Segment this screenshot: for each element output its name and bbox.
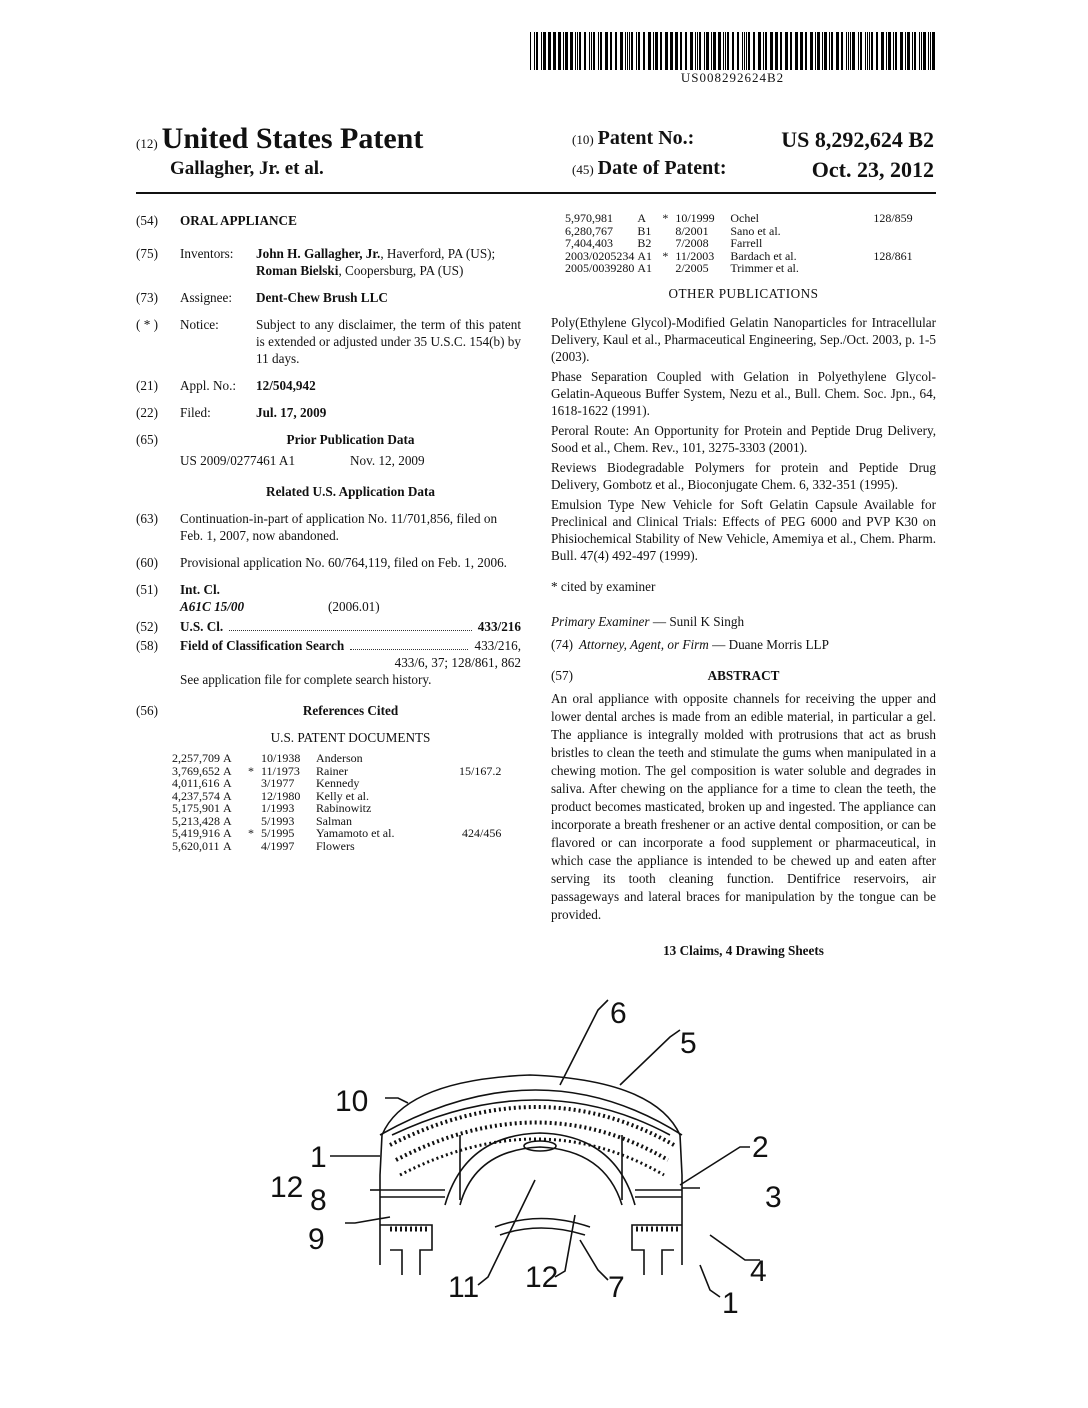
barcode-bar <box>785 32 788 70</box>
reference-cell: Flowers <box>316 838 355 853</box>
reference-cell <box>248 840 261 853</box>
other-pubs-heading: OTHER PUBLICATIONS <box>668 285 819 301</box>
inid-54: (54) <box>136 213 158 228</box>
reference-row <box>172 777 504 790</box>
reference-cell: A <box>223 788 232 803</box>
reference-cell: 10/1938 <box>261 751 301 765</box>
barcode-bar <box>923 32 926 70</box>
barcode-bar <box>770 32 773 70</box>
filed-date: Jul. 17, 2009 <box>256 405 327 420</box>
barcode-bar <box>907 32 910 70</box>
search-value-1: 433/216, <box>474 638 521 653</box>
barcode-bar <box>536 32 538 70</box>
claims-summary: 13 Claims, 4 Drawing Sheets <box>663 942 824 958</box>
inid-code-12: (12) <box>136 136 158 152</box>
reference-cell: B1 <box>637 223 652 238</box>
patent-header-right <box>572 127 934 187</box>
appl-label: Appl. No.: <box>180 378 237 393</box>
reference-cell: 7/2008 <box>675 236 709 250</box>
reference-cell: 12/1980 <box>261 788 301 803</box>
inid-75: (75) <box>136 246 158 261</box>
reference-cell: A <box>223 801 232 815</box>
barcode <box>530 32 935 70</box>
barcode-bar <box>852 32 855 70</box>
reference-cell: 2003/0205234 <box>565 248 635 263</box>
barcode-bar <box>670 32 673 70</box>
reference-cell: Yamamoto et al. <box>316 826 395 840</box>
barcode-bar <box>541 32 542 70</box>
related-heading: Related U.S. Application Data <box>266 484 435 499</box>
label-7: 7 <box>608 1271 625 1304</box>
barcode-bar <box>653 32 654 70</box>
reference-cell: 5,419,916 <box>172 826 220 840</box>
reference-cell: 4,011,616 <box>172 776 220 790</box>
search-note: See application file for complete search history. <box>180 672 432 687</box>
reference-cell: 4,237,574 <box>172 788 220 803</box>
barcode-bar <box>629 32 630 70</box>
reference-cell: Farrell <box>730 236 763 250</box>
barcode-bar <box>690 32 693 70</box>
inid-21: (21) <box>136 378 158 393</box>
barcode-bar <box>660 32 662 70</box>
notice-label: Notice: <box>180 317 219 332</box>
reference-cell: * <box>662 211 669 225</box>
barcode-bar <box>895 32 897 70</box>
label-8: 8 <box>310 1184 327 1217</box>
reference-cell <box>248 777 261 790</box>
barcode-bar <box>822 32 823 70</box>
invention-title: ORAL APPLIANCE <box>180 213 297 228</box>
prov-field <box>136 554 521 571</box>
inid-52: (52) <box>136 619 158 634</box>
barcode-bar <box>795 32 798 70</box>
reference-row <box>565 212 916 225</box>
barcode-bar <box>850 32 851 70</box>
inid-65: (65) <box>136 432 158 447</box>
barcode-bar <box>625 32 626 70</box>
barcode-bar <box>563 32 564 70</box>
publications-list <box>551 314 936 564</box>
barcode-bar <box>758 32 761 70</box>
inid-73: (73) <box>136 290 158 305</box>
reference-cell: A <box>223 776 232 790</box>
reference-cell <box>248 790 261 803</box>
reference-cell: Kennedy <box>316 776 360 790</box>
inventors-field <box>136 245 521 279</box>
reference-cell <box>459 752 504 765</box>
attorney-label: Attorney, Agent, or Firm <box>578 636 709 652</box>
label-1-top: 1 <box>310 1141 327 1174</box>
intcl-class: A61C 15/00 <box>180 599 245 614</box>
reference-row <box>565 262 916 275</box>
barcode-bar <box>914 32 916 70</box>
barcode-bar <box>815 32 816 70</box>
barcode-bar <box>867 32 868 70</box>
barcode-bar <box>530 32 531 70</box>
inid-57: (57) <box>551 667 573 683</box>
barcode-bar <box>831 32 833 70</box>
publication-entry: Phase Separation Coupled with Gelation in Polyethylene Glycol-Gelatin-Aqueous Buffer System, Nezu et al., Bull. Chem. Soc. Jpn., 64, 1618-1622 (1991). <box>551 368 936 418</box>
date-label: Date of Patent: <box>597 157 727 179</box>
abstract-heading: ABSTRACT <box>707 667 780 683</box>
barcode-bar <box>638 32 640 70</box>
reference-row <box>172 840 504 853</box>
document-type: United States Patent <box>161 122 424 155</box>
intcl-year: (2006.01) <box>328 599 380 614</box>
barcode-bar <box>711 32 712 70</box>
intcl-field <box>136 581 521 598</box>
barcode-bar <box>869 32 870 70</box>
barcode-bar <box>841 32 843 70</box>
label-6: 6 <box>610 997 627 1030</box>
label-1-bottom: 1 <box>722 1287 739 1315</box>
inid-56: (56) <box>136 703 158 718</box>
barcode-bar <box>548 32 551 70</box>
reference-row <box>172 802 504 815</box>
barcode-bar <box>655 32 658 70</box>
barcode-bar <box>932 32 935 70</box>
reference-cell: A <box>223 813 232 828</box>
barcode-bar <box>589 32 590 70</box>
barcode-bar <box>836 32 839 70</box>
cited-by-examiner: * cited by examiner <box>551 578 656 594</box>
barcode-bar <box>746 32 747 70</box>
reference-cell: 3,769,652 <box>172 763 220 778</box>
reference-cell: Trimmer et al. <box>730 261 799 275</box>
barcode-bar <box>600 32 602 70</box>
barcode-bar <box>727 32 729 70</box>
barcode-bar <box>905 32 906 70</box>
inid-notice: ( * ) <box>136 317 158 332</box>
barcode-bar <box>704 32 705 70</box>
barcode-bar <box>919 32 920 70</box>
patent-no-label: Patent No.: <box>597 127 695 149</box>
reference-cell: 128/859 <box>873 211 913 225</box>
barcode-bar <box>824 32 827 70</box>
reference-cell: 5/1993 <box>261 813 295 828</box>
appl-field <box>136 377 521 394</box>
barcode-bar <box>598 32 599 70</box>
uscl-field <box>136 618 521 635</box>
barcode-bar <box>810 32 813 70</box>
barcode-bar <box>886 32 887 70</box>
attorney-name: — Duane Morris LLP <box>708 636 829 652</box>
uscl-value: 433/216 <box>477 619 521 634</box>
barcode-bar <box>928 32 929 70</box>
reference-cell: A <box>223 751 232 765</box>
inventor-2: Roman Bielski <box>256 263 339 278</box>
inventor-2-loc: , Coopersburg, PA (US) <box>338 263 464 278</box>
reference-cell: A <box>637 211 647 225</box>
continuation-text: Continuation-in-part of application No. 11/701,856, filed on Feb. 1, 2007, now abandoned. <box>180 511 498 543</box>
refs-field <box>136 702 521 719</box>
reference-cell: 1/1993 <box>261 801 295 815</box>
reference-cell: 3/1977 <box>261 776 295 790</box>
barcode-bar <box>565 32 568 70</box>
barcode-bar <box>713 32 716 70</box>
reference-cell: 128/861 <box>873 248 913 263</box>
barcode-bar <box>737 32 739 70</box>
reference-cell: 5,620,011 <box>172 838 220 853</box>
reference-cell: B2 <box>637 236 652 250</box>
reference-cell <box>662 225 675 238</box>
patent-date: Oct. 23, 2012 <box>811 157 934 182</box>
more-docs-table <box>565 212 916 275</box>
barcode-bar <box>871 32 873 70</box>
us-docs-heading: U.S. PATENT DOCUMENTS <box>270 730 431 745</box>
barcode-bar <box>865 32 866 70</box>
reference-cell: Rabinowitz <box>316 801 372 815</box>
barcode-bar <box>558 32 561 70</box>
barcode-bar <box>723 32 724 70</box>
reference-cell <box>459 840 504 853</box>
label-5: 5 <box>680 1027 697 1060</box>
inid-63: (63) <box>136 511 158 526</box>
reference-cell <box>248 752 261 765</box>
barcode-bar <box>543 32 546 70</box>
reference-cell <box>873 237 915 250</box>
barcode-number: US008292624B2 <box>680 70 785 85</box>
reference-cell <box>662 262 675 275</box>
reference-cell <box>662 237 675 250</box>
barcode-bar <box>790 32 792 70</box>
prior-date: Nov. 12, 2009 <box>350 453 425 468</box>
filed-label: Filed: <box>180 405 211 420</box>
inventors-label: Inventors: <box>180 246 234 261</box>
reference-cell: A1 <box>637 261 653 275</box>
barcode-bar <box>881 32 884 70</box>
reference-cell: 2,257,709 <box>172 751 220 765</box>
header-rule <box>136 192 936 194</box>
reference-cell: 8/2001 <box>675 223 709 238</box>
barcode-bar <box>615 32 617 70</box>
reference-cell: 2005/0039280 <box>565 261 635 275</box>
label-3: 3 <box>765 1181 782 1214</box>
inid-22: (22) <box>136 405 158 420</box>
reference-cell: A <box>223 838 232 853</box>
inventor-1: John H. Gallagher, Jr. <box>256 246 381 261</box>
barcode-bar <box>805 32 807 70</box>
label-9: 9 <box>308 1223 325 1256</box>
prior-number: US 2009/0277461 A1 <box>180 453 296 468</box>
reference-cell: * <box>248 763 254 778</box>
barcode-bar <box>912 32 913 70</box>
title-field <box>136 212 521 229</box>
reference-cell: 10/1999 <box>675 211 715 225</box>
barcode-bar <box>648 32 651 70</box>
label-11: 11 <box>448 1271 480 1304</box>
assignee-label: Assignee: <box>180 290 233 305</box>
barcode-bar <box>675 32 678 70</box>
barcode-bar <box>620 32 623 70</box>
reference-cell: 5,213,428 <box>172 813 220 828</box>
reference-cell: A1 <box>637 248 653 263</box>
reference-row <box>172 752 504 765</box>
barcode-bar <box>800 32 803 70</box>
reference-cell: A <box>223 763 232 778</box>
prior-heading: Prior Publication Data <box>286 432 415 447</box>
reference-cell: Kelly et al. <box>316 788 369 803</box>
barcode-bar <box>665 32 668 70</box>
barcode-bar <box>846 32 847 70</box>
barcode-bar <box>732 32 734 70</box>
barcode-bar <box>695 32 696 70</box>
barcode-bar <box>829 32 830 70</box>
barcode-bar <box>627 32 628 70</box>
barcode-bar <box>725 32 726 70</box>
inid-code-45: (45) <box>572 162 594 177</box>
patent-number: US 8,292,624 B2 <box>781 127 934 152</box>
barcode-bar <box>697 32 698 70</box>
barcode-bar <box>900 32 903 70</box>
label-4: 4 <box>750 1255 767 1288</box>
reference-cell: Ochel <box>730 211 759 225</box>
reference-row <box>565 237 916 250</box>
right-column <box>551 212 936 959</box>
prior-field <box>136 431 521 448</box>
barcode-bar <box>610 32 612 70</box>
barcode-bar <box>534 32 535 70</box>
barcode-bar <box>780 32 782 70</box>
assignee-field <box>136 289 521 306</box>
reference-cell <box>873 262 915 275</box>
reference-cell: 2/2005 <box>675 261 709 275</box>
notice-text: Subject to any disclaimer, the term of this patent is extended or adjusted under 35 U.S.C. 154(b) by 11 days. <box>256 317 521 366</box>
prior-row <box>136 452 521 469</box>
provisional-text: Provisional application No. 60/764,119, filed on Feb. 1, 2006. <box>180 555 507 570</box>
barcode-bar <box>636 32 637 70</box>
reference-cell: 11/2003 <box>675 248 715 263</box>
reference-cell: Salman <box>316 813 352 828</box>
reference-cell: 15/167.2 <box>459 763 502 778</box>
barcode-bar <box>643 32 645 70</box>
reference-cell: Bardach et al. <box>730 248 797 263</box>
barcode-bar <box>718 32 721 70</box>
inid-58: (58) <box>136 638 158 653</box>
reference-cell: 11/1973 <box>261 763 300 778</box>
barcode-bar <box>860 32 862 70</box>
barcode-bar <box>575 32 576 70</box>
barcode-bar <box>930 32 931 70</box>
search-value-2: 433/6, 37; 128/861, 862 <box>394 655 521 670</box>
reference-cell <box>459 777 504 790</box>
barcode-bar <box>921 32 922 70</box>
barcode-bar <box>876 32 878 70</box>
publication-entry: Emulsion Type New Vehicle for Soft Gelatin Capsule Available for Preclinical and Clinical Trials: Effects of PEG 6000 and PVP K30 on Phisiochemical Stability of New Vehicle, Amemiya et al., Chem. Pharm. Bull. 47(4) 492-497 (1999). <box>551 496 936 563</box>
barcode-bar <box>680 32 682 70</box>
reference-cell: A <box>223 826 232 840</box>
appl-number: 12/504,942 <box>256 378 316 393</box>
publication-entry: Peroral Route: An Opportunity for Protein and Peptide Drug Delivery, Sood et al., Chem. Rev., 101, 3275-3303 (2001). <box>551 422 936 455</box>
search-label: Field of Classification Search <box>180 638 345 653</box>
label-10: 10 <box>335 1085 369 1118</box>
barcode-bar <box>570 32 573 70</box>
barcode-bar <box>848 32 849 70</box>
intcl-label: Int. Cl. <box>180 582 220 597</box>
label-12-left: 12 <box>270 1171 304 1204</box>
inventor-1-loc: , Haverford, PA (US); <box>380 246 496 261</box>
reference-cell: Sano et al. <box>730 223 781 238</box>
barcode-bar <box>605 32 608 70</box>
reference-cell <box>459 802 504 815</box>
left-column <box>136 212 521 852</box>
barcode-bar <box>765 32 767 70</box>
reference-cell: 4/1997 <box>261 838 295 853</box>
examiner-name: — Sunil K Singh <box>649 613 745 629</box>
us-docs-table <box>172 752 504 852</box>
reference-cell: 5/1995 <box>261 826 295 840</box>
inid-60: (60) <box>136 555 158 570</box>
reference-cell: Anderson <box>316 751 363 765</box>
barcode-bar <box>775 32 778 70</box>
assignee: Dent-Chew Brush LLC <box>256 290 388 305</box>
label-12-bottom: 12 <box>525 1261 559 1294</box>
barcode-bar <box>699 32 701 70</box>
search-field <box>136 637 521 654</box>
barcode-bar <box>685 32 687 70</box>
authors: Gallagher, Jr. et al. <box>170 158 324 179</box>
reference-cell: * <box>248 826 254 840</box>
publication-entry: Poly(Ethylene Glycol)-Modified Gelatin Nanoparticles for Intracellular Delivery, Kaul et al., Pharmaceutical Engineering, Sep./Oct. 2003, p. 1-5 (2003). <box>551 314 936 364</box>
barcode-bar <box>579 32 581 70</box>
barcode-bar <box>577 32 578 70</box>
barcode-bar <box>553 32 556 70</box>
reference-cell: 7,404,403 <box>565 236 613 250</box>
reference-row <box>172 827 504 840</box>
cont-field <box>136 510 521 544</box>
intcl-row <box>136 598 521 615</box>
barcode-bar <box>748 32 750 70</box>
abstract-text: An oral appliance with opposite channels for receiving the upper and lower dental arches is made from an edible material, in particular a gel. The appliance is integrally molded with protrusions that act as brush bristles to clean the teeth and stimulate the gums when manipulated in a chewing motion. The gel composition is water soluble and degrades in saliva. After chewing on the appliance for a time to clean the teeth, the product becomes masticated, broken up and ingested. The appliance can incorporate a breath freshener or an active dental composition, or can be flavored or can incorporate a food supplement or pharmaceutical, in which case the appliance is intended to be chewed up and eaten after serving its tooth cleaning function. Dentifrice reservoirs, air passageways and lateral braces for manipulation by the tongue can be provided. <box>551 690 936 922</box>
reference-cell: * <box>662 248 669 263</box>
barcode-bar <box>858 32 859 70</box>
reference-cell <box>459 790 504 803</box>
reference-cell: 5,970,981 <box>565 211 613 225</box>
reference-cell <box>248 802 261 815</box>
reference-cell: 5,175,901 <box>172 801 220 815</box>
reference-cell: 424/456 <box>462 826 502 840</box>
barcode-bar <box>888 32 891 70</box>
examiner-label: Primary Examiner <box>551 613 650 629</box>
uscl-label: U.S. Cl. <box>180 619 224 634</box>
barcode-bar <box>591 32 592 70</box>
filed-field <box>136 404 521 421</box>
reference-cell <box>873 225 915 238</box>
barcode-bar <box>631 32 633 70</box>
refs-heading: References Cited <box>302 703 399 718</box>
barcode-bar <box>593 32 595 70</box>
reference-cell: 6,280,767 <box>565 223 613 238</box>
publication-entry: Reviews Biodegradable Polymers for protein and Peptide Drug Delivery, Gombotz et al., Bioconjugate Chem. 6, 332-351 (1995). <box>551 459 936 492</box>
barcode-bar <box>744 32 745 70</box>
inid-74: (74) <box>551 636 573 652</box>
barcode-bar <box>753 32 755 70</box>
reference-cell: Rainer <box>316 763 348 778</box>
label-2: 2 <box>752 1131 769 1164</box>
barcode-bar <box>817 32 820 70</box>
inid-code-10: (10) <box>572 132 594 147</box>
notice-field <box>136 316 521 367</box>
patent-drawing <box>260 985 820 1315</box>
barcode-bar <box>742 32 743 70</box>
patent-header-left <box>136 122 423 180</box>
inid-51: (51) <box>136 582 158 597</box>
barcode-bar <box>763 32 764 70</box>
barcode-bar <box>893 32 894 70</box>
barcode-bar <box>584 32 586 70</box>
barcode-bar <box>706 32 709 70</box>
